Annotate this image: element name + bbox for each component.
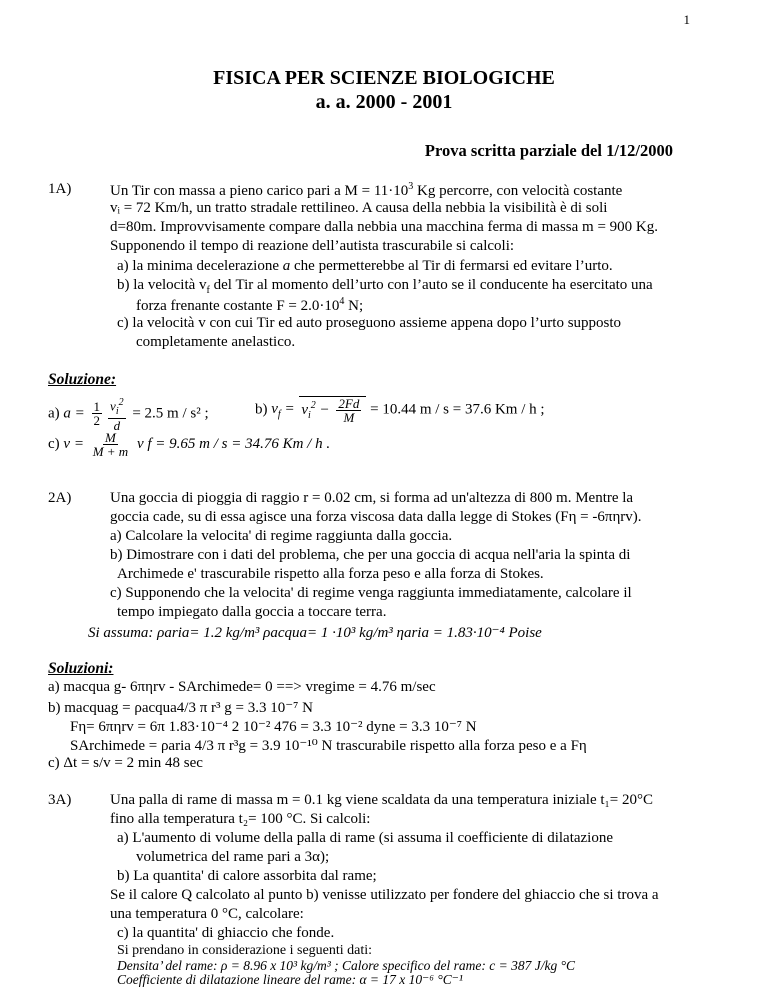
problem-2-item-b-cont: Archimede e' trascurabile rispetto alla forza peso e alla forza di Stokes.: [117, 566, 544, 582]
text: 3: [408, 181, 414, 192]
problem-1-number: 1A): [48, 181, 72, 197]
problem-3-heat-line-1: Se il calore Q calcolato al punto b) venisse utilizzato per fondere del ghiaccio che si trova a: [110, 887, 659, 903]
problem-3-number: 3A): [48, 792, 72, 808]
text: che permetterebbe al Tir di fermarsi ed evitare l’urto.: [290, 258, 613, 274]
page-number-top: 1: [683, 12, 690, 27]
problem-2-line-1: Una goccia di pioggia di raggio r = 0.02 cm, si forma ad un'altezza di 800 m. Mentre la: [110, 490, 634, 506]
problem-1-line-4: Supponendo il tempo di reazione dell’autista trascurabile si calcoli:: [110, 238, 515, 254]
text: = 10.44 m / s = 37.6 Km / h ;: [370, 401, 545, 418]
text: f: [206, 285, 210, 296]
problem-1-line-2: vᵢ = 72 Km/h, un tratto stradale rettilineo. A causa della nebbia la visibilità è di soli: [110, 200, 608, 216]
text: v =: [63, 435, 84, 452]
solution-1-heading: Soluzione:: [48, 371, 117, 388]
problem-2-number: 2A): [48, 490, 72, 506]
solution-2-s: SArchimede = ρaria 4/3 π r³g = 3.9 10⁻¹⁰ N trascurabile rispetto alla forza peso e a Fη: [70, 738, 587, 754]
problem-3-item-b: b) La quantita' di calore assorbita dal rame;: [117, 868, 377, 884]
text: = 2.5 m / s² ;: [132, 405, 209, 422]
text: a): [48, 405, 60, 422]
problem-3-item-a-cont: volumetrica del rame pari a 3α);: [136, 849, 330, 865]
solution-2-f: Fη= 6πηrv = 6π 1.83·10⁻⁴ 2 10⁻² 476 = 3.3 10⁻² dyne = 3.3 10⁻⁷ N: [70, 719, 477, 735]
text: forza frenante costante F = 2.0·10: [136, 298, 340, 314]
page-title: FISICA PER SCIENZE BIOLOGICHE: [213, 67, 555, 89]
text: Un Tir con massa a pieno carico pari a M = 11·10: [110, 183, 409, 199]
text: Kg percorre, con velocità costante: [413, 183, 623, 199]
problem-2-line-2: goccia cade, su di essa agisce una forza viscosa data dalla legge di Stokes (Fη = -6πηrv).: [110, 509, 642, 525]
text: 4: [339, 296, 345, 307]
problem-1-item-c-cont: completamente anelastico.: [136, 334, 296, 350]
problem-1-item-b-cont: [136, 296, 363, 315]
problem-3-heat-line-2: una temperatura 0 °C, calcolare:: [110, 906, 304, 922]
text: a) la minima decelerazione: [117, 258, 283, 274]
problem-3-line-2: fino alla temperatura t₂= 100 °C. Si calcoli:: [110, 811, 371, 827]
solution-2-b: b) macquag = ρacqua4/3 π r³ g = 3.3 10⁻⁷ N: [48, 700, 313, 716]
text: a =: [63, 405, 85, 422]
problem-2-item-a: a) Calcolare la velocita' di regime raggiunta dalla goccia.: [110, 528, 453, 544]
text: c): [48, 435, 60, 452]
solution-2-c: c) Δt = s/v = 2 min 48 sec: [48, 755, 203, 771]
problem-2-item-b: b) Dimostrare con i dati del problema, che per una goccia di acqua nell'aria la spinta di: [110, 547, 631, 563]
exam-subtitle: Prova scritta parziale del 1/12/2000: [424, 141, 673, 160]
solution-2-heading: Soluzioni:: [48, 660, 114, 677]
problem-1-item-c: c) la velocità v con cui Tir ed auto proseguono assieme appena dopo l’urto supposto: [117, 315, 622, 331]
problem-3-data-2: Coefficiente di dilatazione lineare del rame: α = 17 x 10⁻⁶ °C⁻¹: [117, 972, 463, 987]
problem-3-item-a: a) L'aumento di volume della palla di rame (si assuma il coefficiente di dilatazione: [117, 830, 613, 846]
problem-3-data-intro: Si prendano in considerazione i seguenti dati:: [117, 943, 373, 958]
solution-1-a: [48, 396, 209, 432]
text: b): [255, 401, 268, 418]
text: b) la velocità v: [117, 277, 207, 293]
formula-fraction: $\frac{1}{2}$: [93, 399, 101, 429]
problem-3-data-1: Densita’ del rame: ρ = 8.96 x 10³ kg/m³ ; Calore specifico del rame: c = 387 J/kg °C: [117, 958, 575, 973]
formula-fraction: $\frac{M}{M + m}$: [92, 430, 129, 459]
problem-2-item-c-cont: tempo impiegato dalla goccia a toccare terra.: [117, 604, 387, 620]
text: N;: [344, 298, 364, 314]
solution-1-b: [255, 396, 545, 424]
problem-3-item-c: c) la quantita' di ghiaccio che fonde.: [117, 925, 335, 941]
solution-1-c: [48, 431, 330, 458]
problem-1-item-b: [117, 277, 653, 296]
formula-fraction: $\frac{v_i^2}{d}$: [110, 397, 124, 433]
sqrt: $v_i^2$ − $\frac{2Fd}{M}$: [299, 396, 366, 424]
problem-1-item-a: [117, 258, 613, 275]
problem-3-line-1: Una palla di rame di massa m = 0.1 kg viene scaldata da una temperatura iniziale t₁= 20°C: [110, 792, 653, 808]
text: a: [282, 258, 291, 274]
text: $v_f$ =: [271, 401, 295, 421]
problem-2-item-c: c) Supponendo che la velocita' di regime venga raggiunta immediatamente, calcolare il: [110, 585, 632, 601]
problem-1-line-3: d=80m. Improvvisamente compare dalla nebbia una macchina ferma di massa m = 900 Kg.: [110, 219, 658, 235]
text: v f = 9.65 m / s = 34.76 Km / h .: [136, 435, 331, 452]
problem-1-line-1: [110, 181, 622, 200]
problem-2-given: Si assuma: ρaria= 1.2 kg/m³ ρacqua= 1 ·10³ kg/m³ ηaria = 1.83·10⁻⁴ Poise: [88, 625, 542, 641]
solution-2-a: a) macqua g- 6πηrv - SArchimede= 0 ==> vregime = 4.76 m/sec: [48, 679, 436, 695]
academic-year: a. a. 2000 - 2001: [315, 91, 453, 113]
text: del Tir al momento dell’urto con l’auto se il conducente ha esercitato una: [209, 277, 653, 293]
